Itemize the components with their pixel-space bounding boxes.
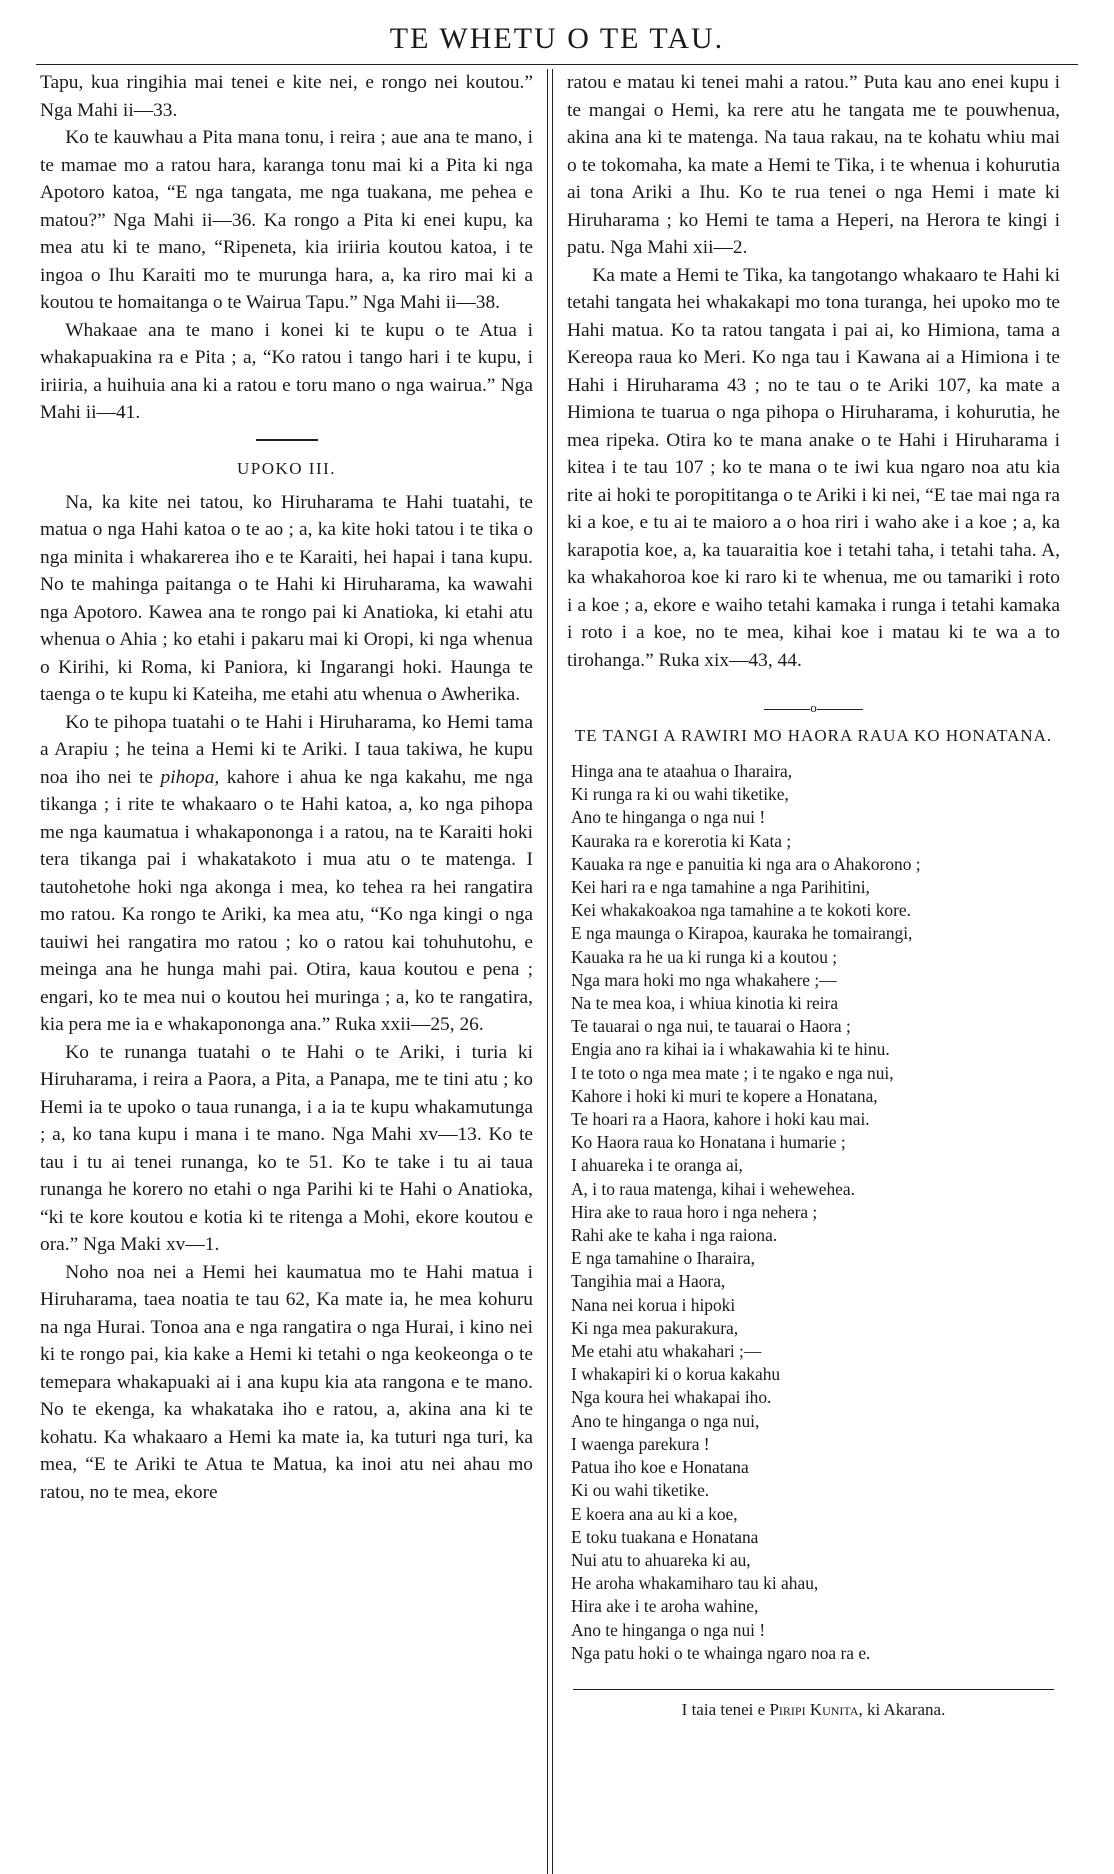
poem-line: Kahore i hoki ki muri te kopere a Honatana, bbox=[571, 1085, 878, 1106]
right-column bbox=[553, 69, 1064, 1874]
poem-line: Kei whakakoakoa nga tamahine a te kokoti kore. bbox=[571, 900, 911, 921]
paragraph: Tapu, kua ringihia mai tenei e kite nei, e rongo nei koutou.” Nga Mahi ii—33. bbox=[40, 72, 533, 121]
paragraph: Ka mate a Hemi te Tika, ka tangotango whakaaro te Hahi ki tetahi tangata hei whakakapi mo tona turanga, hei upoko mo te Hahi matua. Ko ta ratou tangata i pai ai, ko Himiona, tama a Kereopa raua ko Meri. Ko nga tau i Kawana ai a Himiona i te Hahi i Hiruharama 43 ; no te tau o te Ariki 107, ka mate a Himiona te tuarua o nga pihopa o Hiruharama, i kohurutia, he mea ripeka. Otira ko te mana anake o te Hahi i Hiruharama i kitea i te tau 107 ; ko te mana o te iwi kua ngaro noa atu kia rite ai hoki te poropititanga o te Ariki i ki nei, “E tae mai nga ra ki a koe, e tu ai te maioro a o hoa riri i waho ake i a koe ; a, ka karapotia koe, a, ka tauaraitia koe i tetahi taha, i tetahi taha. A, ka whakahoroa koe ki raro ki te whenua, me ou tamariki i roto i a koe ; a, ekore e waiho tetahi kamaka i runga i tetahi kamaka i roto i a koe, no te mea, kihai koe i matau ki te wa a to tirohanga.” Ruka xix—43, 44. bbox=[567, 264, 1060, 671]
poem-line: Te hoari ra a Haora, kahore i hoki kau mai. bbox=[571, 1109, 870, 1130]
paragraph-text: Ko te pihopa tuatahi o te Hahi i Hiruharama, ko Hemi tama a Arapiu ; he teina a Hemi ki te Ariki. I taua takiwa, he kupu noa iho nei te bbox=[40, 711, 533, 788]
paragraph: Ko te runanga tuatahi o te Hahi o te Ariki, i turia ki Hiruharama, i reira a Paora, a Pita, a Panapa, me te tini atu ; ko Hemi ia te upoko o taua runanga, i a ia te kupu whakamutunga ; a, ko tana kupu i mana i te mano. Nga Mahi xv—13. Ko te tau i tu ai tenei runanga, ko te 51. Ko te take i tu ai taua runanga he korero no etahi o nga Parihi ki te Hahi o Anatioka, “ki te kore koutou e kotia ki te ritenga a Mohi, ekore koutou e ora.” Nga Maki xv—1. bbox=[40, 1041, 533, 1255]
poem-line: Tangihia mai a Haora, bbox=[571, 1271, 726, 1292]
poem-line: Nga mara hoki mo nga whakahere ;— bbox=[571, 969, 837, 990]
poem-line: Patua iho koe e Honatana bbox=[571, 1457, 749, 1478]
poem-line: Kauraka ra e korerotia ki Kata ; bbox=[571, 830, 792, 851]
paragraph: Whakaae ana te mano i konei ki te kupu o te Atua i whakapuakina ra e Pita ; a, “Ko ratou i tango hari i te kupu, i iriiria, a huihuia ana ki a ratou e toru mano o nga wairua.” Nga Mahi ii—41. bbox=[40, 319, 533, 423]
printer-name: Piripi Kunita, bbox=[769, 1699, 863, 1719]
poem-line: Rahi ake te kaha i nga raiona. bbox=[571, 1225, 778, 1246]
poem-line: Hira ake i te aroha wahine, bbox=[571, 1596, 759, 1617]
poem-line: E nga tamahine o Iharaira, bbox=[571, 1248, 755, 1269]
poem-line: Ko Haora raua ko Honatana i humarie ; bbox=[571, 1132, 846, 1153]
poem-line: Na te mea koa, i whiua kinotia ki reira bbox=[571, 993, 839, 1014]
poem-line: E nga maunga o Kirapoa, kauraka he tomairangi, bbox=[571, 923, 913, 944]
poem-line: E koera ana au ki a koe, bbox=[571, 1503, 738, 1524]
section-rule bbox=[256, 439, 318, 441]
end-rule bbox=[573, 1689, 1054, 1690]
columns bbox=[36, 69, 1078, 1874]
poem-line: Kei hari ra e nga tamahine a nga Parihitini, bbox=[571, 877, 870, 898]
poem-line: Kauaka ra nge e panuitia ki nga ara o Ahakorono ; bbox=[571, 853, 921, 874]
chapter-heading: UPOKO III. bbox=[236, 458, 337, 478]
poem-line: I waenga parekura ! bbox=[571, 1433, 710, 1454]
poem-line: He aroha whakamiharo tau ki ahau, bbox=[571, 1573, 819, 1594]
poem-line: Nga patu hoki o te whainga ngaro noa ra e. bbox=[571, 1642, 871, 1663]
paragraph: Noho noa nei a Hemi hei kaumatua mo te Hahi matua i Hiruharama, taea noatia te tau 62, Ka mate ia, he mea kohuru na nga Hurai. Tonoa ana e nga rangatira o nga Hurai, i kino nei ki te rongo pai, kia kake a Hemi ki tetahi o nga keokeonga o te temepara whakapuaki ai i ana kupu kia ata rangona e te mano. No te ekenga, ka whakataka iho e ratou, a, akina ana ki te kohatu. Ka whakaaro a Hemi ka mate ia, ka tuturi nga turi, ka mea, “E te Ariki te Atua te Matua, ka inoi atu nei ahau mo ratou, no te mea, ekore bbox=[40, 1261, 533, 1503]
poem-line: I ahuareka i te oranga ai, bbox=[571, 1155, 743, 1176]
paragraph: Na, ka kite nei tatou, ko Hiruharama te Hahi tuatahi, te matua o nga Hahi katoa o te ao ; a, ka kite hoki tatou i te tika o nga minita i whakarerea iho e te Karaiti, hei hapai i tana kupu. No te mahinga paitanga o te Hahi ki Hiruharama, ka wawahi nga Apotoro. Kawea ana te rongo pai ki Anatioka, ki etahi atu whenua o Ahia ; ko etahi i pakaru mai ki Oropi, ki nga whenua o Kirihi, ki Roma, ki Paniora, ki Ingarangi hoki. Haunga te taenga o te kupu ki Kateiha, me etahi atu whenua o Awherika. bbox=[40, 491, 533, 705]
poem-line: Hira ake to raua horo i nga nehera ; bbox=[571, 1201, 818, 1222]
poem-line: Ano te hinganga o nga nui, bbox=[571, 1410, 760, 1431]
section-separator bbox=[567, 700, 1060, 716]
poem-line: Nui atu to ahuareka ki au, bbox=[571, 1549, 751, 1570]
poem-line: Ki runga ra ki ou wahi tiketike, bbox=[571, 784, 789, 805]
poem-line: Ki ou wahi tiketike. bbox=[571, 1480, 710, 1501]
poem bbox=[567, 760, 1060, 1665]
poem-line: E toku tuakana e Honatana bbox=[571, 1526, 759, 1547]
poem-line: Me etahi atu whakahari ;— bbox=[571, 1341, 762, 1362]
paragraph bbox=[40, 709, 533, 1039]
credit-text: I taia tenei e bbox=[681, 1699, 766, 1719]
poem-title: TE TANGI A RAWIRI MO HAORA RAUA KO HONATANA. bbox=[574, 726, 1053, 745]
separator-mark: o bbox=[810, 700, 817, 715]
poem-line: Engia ano ra kihai ia i whakawahia ki te hinu. bbox=[571, 1039, 890, 1060]
paragraph-text: kahore i ahua ke nga kakahu, me nga tikanga ; i rite te whakaaro o te Hahi katoa, a, ko nga pihopa me nga kaumatua i whakapononga i a ratou, na te Karaiti hoki tera tikanga pai i whakatakoto i mua atu o te matenga. I tautohetohe hoki nga akonga i mea, ko tehea ra hei rangatira mo ratou. Ka rongo te Ariki, ka mea atu, “Ko nga kingi o nga tauiwi hei rangatira mo ratou ; ko o ratou kai tohuhutohu, e meinga ana he hunga mahi pai. Otira, kaua koutou e pena ; engari, ko te mea nui o koutou hei muringa ; a, ko te rangatira, kia pera me ia e whakapononga ana.” Ruka xxii—25, 26. bbox=[40, 766, 533, 1035]
poem-line: Kauaka ra he ua ki runga ki a koutou ; bbox=[571, 946, 838, 967]
masthead: TE WHETU O TE TAU. bbox=[389, 22, 725, 55]
poem-line: I whakapiri ki o korua kakahu bbox=[571, 1364, 781, 1385]
poem-line: Ano te hinganga o nga nui ! bbox=[571, 1619, 766, 1640]
poem-line: Ano te hinganga o nga nui ! bbox=[571, 807, 766, 828]
left-column bbox=[36, 69, 547, 1874]
credit-text: ki Akarana. bbox=[866, 1699, 946, 1719]
separator-line bbox=[817, 709, 863, 710]
poem-line: Te tauarai o nga nui, te tauarai o Haora ; bbox=[571, 1016, 851, 1037]
poem-line: I te toto o nga mea mate ; i te ngako e nga nui, bbox=[571, 1062, 894, 1083]
italic-word: pihopa, bbox=[160, 766, 220, 788]
poem-line: Hinga ana te ataahua o Iharaira, bbox=[571, 761, 793, 781]
paragraph: ratou e matau ki tenei mahi a ratou.” Puta kau ano enei kupu i te mangai o Hemi, ka rere atu he tangata me te pouwhenua, akina ana ki te matenga. Na taua rakau, na te kohatu whiu mai o te tokomaha, ka mate a Hemi te Tika, i te whenua i kohurutia ai tona Ariki a Ihu. Ko te rua tenei o nga Hemi i mate ki Hiruharama ; ko Hemi te tama a Heperi, na Herora te kingi i patu. Nga Mahi xii—2. bbox=[567, 72, 1060, 258]
poem-line: Nana nei korua i hipoki bbox=[571, 1294, 736, 1315]
separator-line bbox=[764, 709, 810, 710]
poem-line: Ki nga mea pakurakura, bbox=[571, 1317, 739, 1338]
poem-line: Nga koura hei whakapai iho. bbox=[571, 1387, 772, 1408]
printer-credit bbox=[567, 1700, 1060, 1720]
paragraph: Ko te kauwhau a Pita mana tonu, i reira ; aue ana te mano, i te mamae mo a ratou hara, karanga tonu mai ki a Pita ki nga Apotoro katoa, “E nga tangata, me nga tuakana, me pehea e matou?” Nga Mahi ii—36. Ka rongo a Pita ki enei kupu, ka mea atu ki te mano, “Ripeneta, kia iriiria koutou katoa, i te ingoa o Ihu Karaiti mo te murunga hara, a, ka riro mai ki a koutou te homaitanga o te Wairua Tapu.” Nga Mahi ii—38. bbox=[40, 127, 533, 313]
poem-line: A, i to raua matenga, kihai i wehewehea. bbox=[571, 1178, 855, 1199]
masthead-rule bbox=[36, 64, 1078, 65]
